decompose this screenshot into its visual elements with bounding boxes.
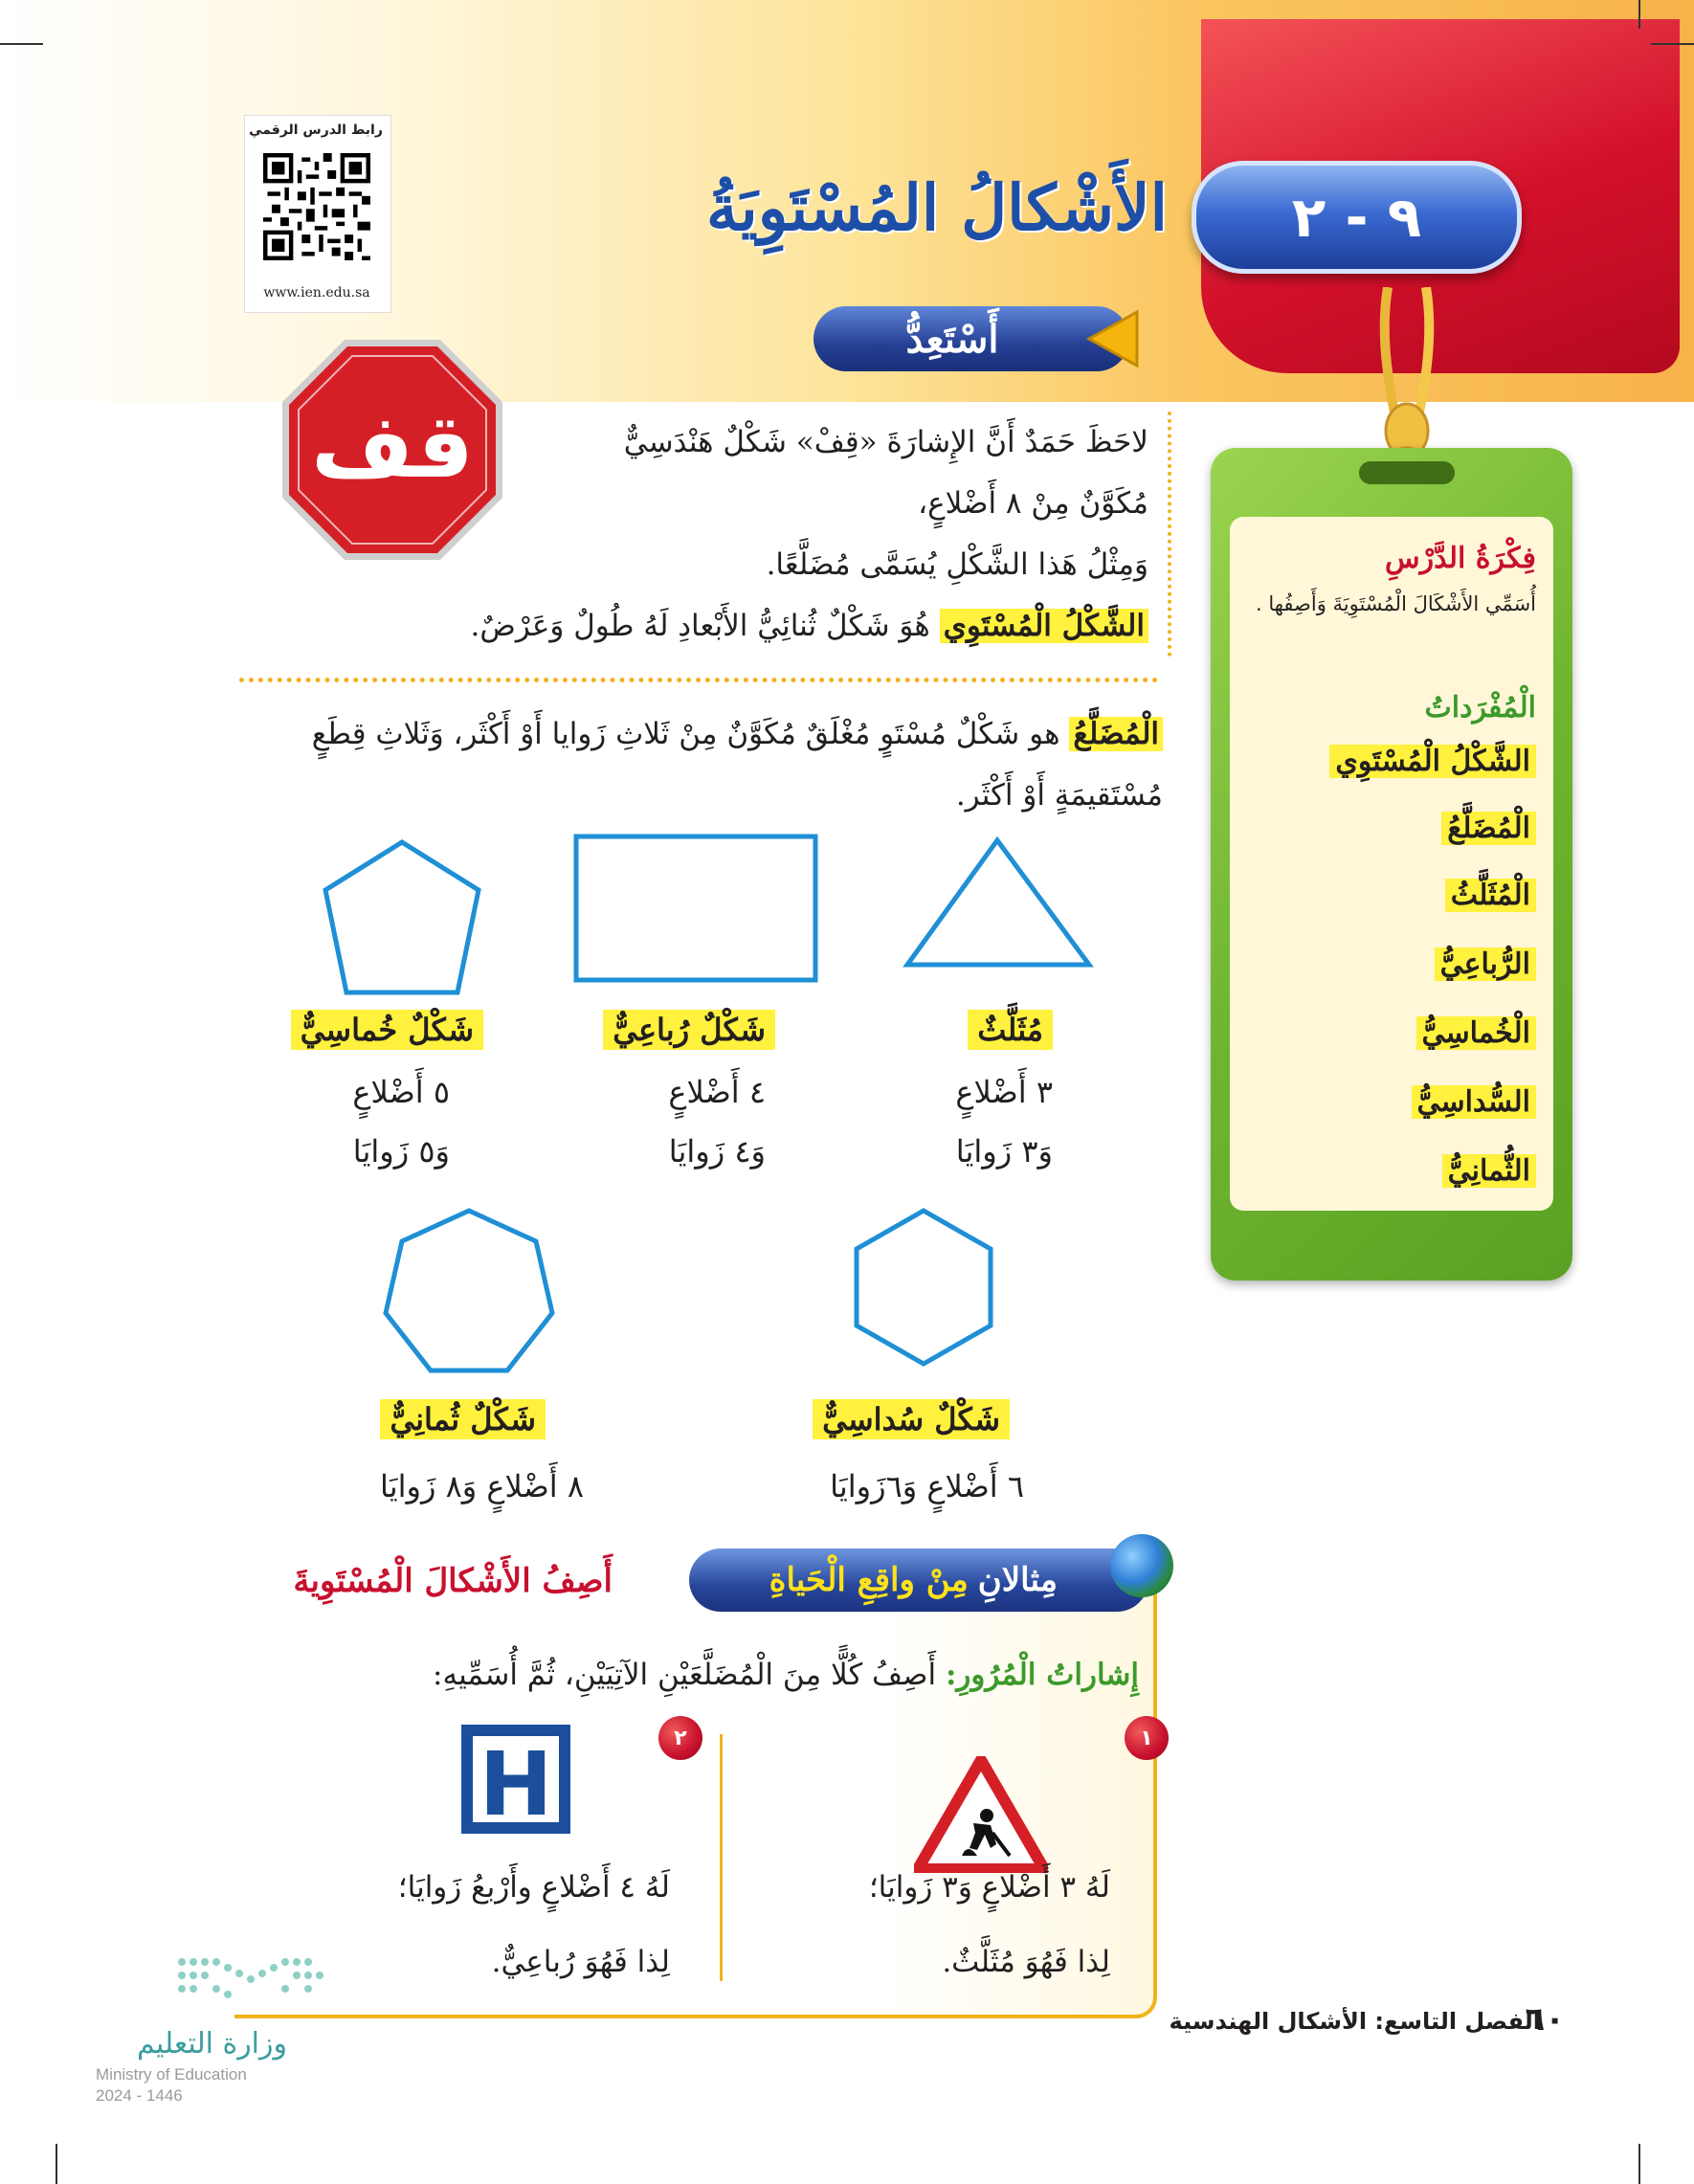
- example-2-badge: ٢: [658, 1716, 702, 1760]
- get-ready-line-2: مُكَوَّنٌ مِنْ ٨ أَضْلاعٍ،: [918, 486, 1148, 521]
- get-ready-line-1: لاحَظَ حَمَدٌ أَنَّ الإِشارَةَ «قِفْ» شَكْلٌ هَنْدَسِيٌّ: [623, 425, 1148, 459]
- edition-year: 2024 - 1446: [96, 2086, 183, 2105]
- quadrilateral-sides: ٤ أَضْلاعٍ: [668, 1074, 766, 1110]
- example-1-line-2: لِذا فَهُوَ مُثَلَّثٌ.: [942, 1945, 1110, 1979]
- qr-url[interactable]: www.ien.edu.sa: [263, 285, 370, 301]
- vocab-triangle: الْمُثَلَّثُ: [1445, 879, 1536, 912]
- page-title: الأَشْكالُ المُسْتَوِيَةُ: [705, 170, 1168, 245]
- pentagon-shape: [316, 837, 488, 1000]
- vocabulary-list: [1244, 745, 1536, 1204]
- pentagon-angles: وَ٥ زَوايَا: [352, 1133, 450, 1170]
- vocab-polygon: الْمُضَلَّعُ: [1441, 812, 1536, 845]
- hexagon-shape: [852, 1206, 995, 1369]
- octagon-label: شَكْلٌ ثُمانِيٌّ: [380, 1399, 546, 1439]
- examples-banner-title: مِثالانِ: [977, 1561, 1058, 1599]
- get-ready-banner: [814, 306, 1129, 371]
- example-2-line-2: لِذا فَهُوَ رُباعِيٌّ.: [491, 1945, 670, 1979]
- get-ready-title: أَسْتَعِدُّ: [905, 316, 999, 362]
- example-2-line-1: لَهُ ٤ أَضْلاعٍ وأَرْبعُ زَوايَا؛: [397, 1870, 670, 1905]
- vocab-hexagon: السُّداسِيُّ: [1412, 1085, 1536, 1119]
- lesson-idea-text: أُسَمِّي الأَشْكَالَ الْمُسْتَوِيَةَ وَأَصِفُها .: [1255, 592, 1536, 615]
- hexagon-info: ٦ أَضْلاعٍ وَ٦زَوايَا: [830, 1468, 1024, 1504]
- road-work-sign-icon: [914, 1756, 1048, 1873]
- polygon-definition: [258, 703, 1163, 826]
- vocab-octagon: الثُّمانِيُّ: [1442, 1154, 1536, 1188]
- triangle-angles: وَ٣ زَوايَا: [955, 1133, 1053, 1170]
- hospital-sign-letter: H: [479, 1733, 553, 1836]
- triangle-sides: ٣ أَضْلاعٍ: [955, 1074, 1053, 1110]
- crop-mark: [56, 2144, 57, 2184]
- vocab-quadrilateral: الرُّباعِيُّ: [1435, 947, 1536, 981]
- examples-banner: [689, 1549, 1148, 1612]
- lesson-number-badge: [1192, 161, 1522, 274]
- polygon-term: الْمُضَلَّعُ: [1069, 717, 1163, 751]
- plane-shape-definition: هُوَ شَكْلٌ ثُنائِيُّ الأَبْعادِ لَهُ طُولٌ وَعَرْضٌ.: [470, 609, 930, 643]
- traffic-signs-term: إِشاراتُ الْمُرُورِ:: [945, 1658, 1139, 1692]
- globe-icon: [1110, 1534, 1173, 1597]
- vocab-plane-shape: الشَّكْلُ الْمُسْتَوِي: [1329, 745, 1536, 778]
- lesson-number: ٩ - ٢: [1291, 185, 1422, 250]
- stop-sign-text: قف: [311, 395, 474, 498]
- hexagon-label: شَكْلٌ سُداسِيٌّ: [813, 1399, 1010, 1439]
- hospital-sign-icon: [459, 1723, 572, 1836]
- example-1-answer: [766, 1857, 1110, 1993]
- pentagon-info: [352, 1062, 450, 1181]
- get-ready-text: [421, 412, 1171, 657]
- polygon-definition-text: هو شَكْلٌ مُسْتَوٍ مُغْلَقٌ مُكَوَّنٌ مِنْ ثَلاثِ زَوايا أَوْ أَكْثَر، وَثَلاثِ قِطَعٍ مُسْتَقيمَةٍ أَوْ أَكْثَر.: [311, 717, 1163, 813]
- ministry-logo-icon: [172, 1952, 345, 2010]
- vocab-pentagon: الْخُماسِيُّ: [1416, 1016, 1536, 1050]
- get-ready-line-4: [421, 595, 1148, 657]
- examples-banner-accent: مِنْ واقِعِ الْحَياةِ: [769, 1561, 969, 1599]
- quadrilateral-angles: وَ٤ زَوايَا: [668, 1133, 766, 1170]
- lesson-idea-title: فِكْرَةُ الدَّرْسِ: [1385, 542, 1536, 575]
- octagon-info: ٨ أَضْلاعٍ وَ٨ زَوايَا: [379, 1468, 584, 1504]
- crop-mark: [1638, 0, 1640, 29]
- chapter-footer: الفصل التاسع: الأشكال الهندسية: [1169, 2008, 1541, 2035]
- divider: [239, 678, 1158, 682]
- quadrilateral-label: شَكْلٌ رُباعِيٌّ: [603, 1010, 775, 1050]
- example-2-answer: [306, 1857, 670, 1993]
- arrow-left-icon: [1083, 308, 1141, 369]
- qr-code-icon[interactable]: [263, 153, 370, 260]
- page-number: ٦٠: [1525, 2000, 1565, 2039]
- example-1-badge: ١: [1125, 1716, 1169, 1760]
- ministry-name-arabic: وزارة التعليم: [136, 2027, 287, 2061]
- column-divider: [720, 1734, 723, 1981]
- crop-mark: [0, 43, 43, 45]
- vocabulary-title: الْمُفْرَداتُ: [1424, 691, 1536, 724]
- quadrilateral-info: [668, 1062, 766, 1181]
- examples-subtitle: أَصِفُ الأَشْكالَ الْمُسْتَوِيةَ: [293, 1562, 613, 1600]
- crop-mark: [1651, 43, 1694, 45]
- ministry-name-english: Ministry of Education: [96, 2065, 247, 2084]
- triangle-label: مُثَلَّثٌ: [968, 1010, 1053, 1050]
- heptagon-shape: [378, 1206, 560, 1388]
- example-1-line-1: لَهُ ٣ أَضْلاعٍ وَ٣ زَوايَا؛: [868, 1870, 1110, 1905]
- pentagon-label: شَكْلٌ خُماسِيٌّ: [291, 1010, 483, 1050]
- triangle-shape: [900, 833, 1096, 971]
- examples-instruction-text: أَصِفُ كُلًّا مِنَ الْمُضَلَّعَيْنِ الآتِيَيْنِ، ثُمَّ أُسَمِّيهِ:: [433, 1658, 937, 1692]
- pentagon-sides: ٥ أَضْلاعٍ: [352, 1074, 450, 1110]
- plane-shape-term: الشَّكْلُ الْمُسْتَوِي: [940, 609, 1148, 643]
- qr-label: رابط الدرس الرقمي: [249, 123, 383, 138]
- get-ready-line-3: وَمِثْلُ هَذا الشَّكْلِ يُسَمَّى مُضَلَّعًا.: [766, 547, 1148, 582]
- bookmark-hole: [1359, 461, 1455, 484]
- triangle-info: [955, 1062, 1053, 1181]
- examples-instruction: [287, 1644, 1139, 1705]
- crop-mark: [1638, 2144, 1640, 2184]
- rectangle-shape: [572, 833, 821, 986]
